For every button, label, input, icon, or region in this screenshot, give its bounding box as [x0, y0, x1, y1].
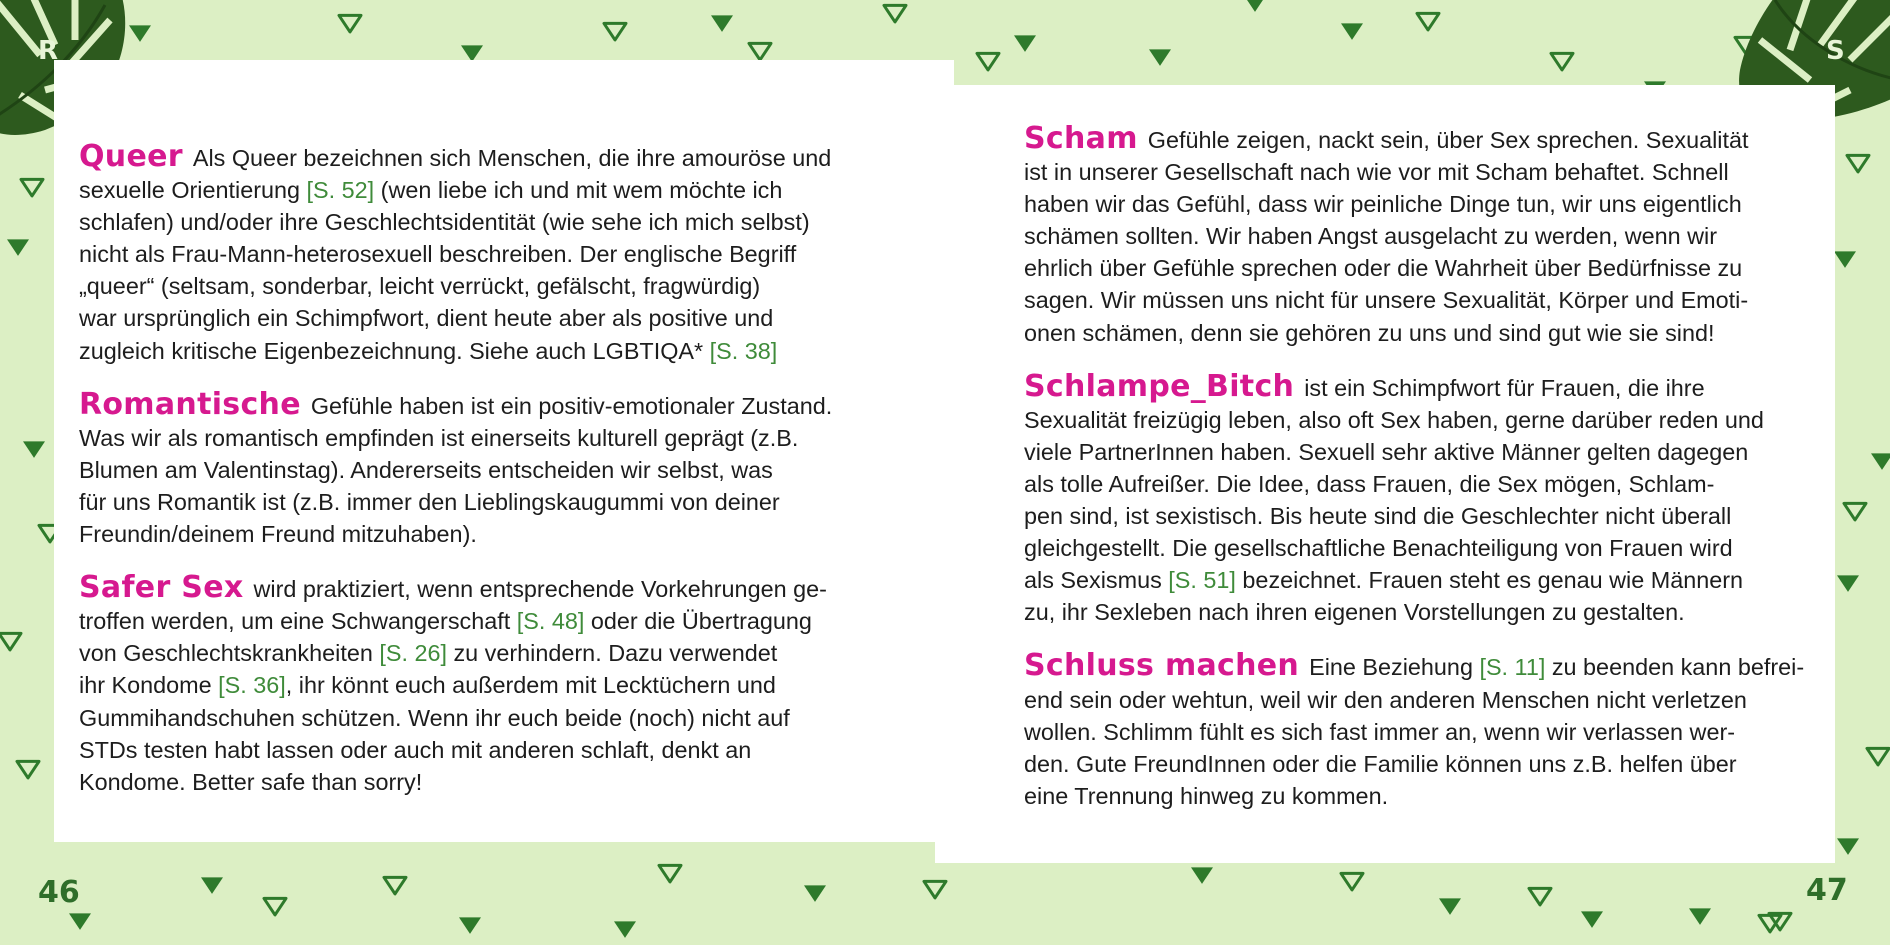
definition-text: wird praktiziert, wenn entsprechende Vorkehrungen ge-	[253, 576, 827, 603]
triangle-decoration	[1341, 23, 1363, 40]
triangle-decoration	[17, 761, 39, 778]
triangle-decoration	[1759, 915, 1781, 932]
triangle-decoration	[1871, 453, 1890, 470]
definition-text: ist ein Schimpfwort für Frauen, die ihre	[1304, 374, 1705, 401]
definition-text: haben wir das Gefühl, dass wir peinliche Dinge tun, wir uns eigentlich	[1024, 191, 1742, 218]
page-reference: [S. 48]	[516, 608, 585, 635]
definition-text: gleichgestellt. Die gesellschaftliche Benachteiligung von Frauen wird	[1024, 535, 1733, 562]
definition-text: bezeichnet. Frauen steht es genau wie Männern	[1235, 567, 1744, 594]
definition-text: war ursprünglich ein Schimpfwort, dient heute aber als positive und	[79, 305, 774, 332]
triangle-decoration	[1417, 13, 1439, 30]
definition-text: pen sind, ist sexistisch. Bis heute sind die Geschlechter nicht überall	[1024, 503, 1732, 530]
page-reference: [S. 52]	[306, 177, 375, 204]
definition-text: von Geschlechtskrankheiten	[79, 640, 380, 667]
triangle-decoration	[1847, 155, 1869, 172]
glossary-entry	[79, 386, 879, 550]
right-page-glossary	[1024, 123, 1824, 834]
entry-text	[79, 386, 879, 550]
entry-text	[1024, 650, 1824, 811]
triangle-decoration	[1844, 503, 1866, 520]
triangle-decoration	[1341, 873, 1363, 890]
page-reference: [S. 26]	[379, 640, 447, 667]
triangle-decoration	[1149, 49, 1171, 66]
triangle-decoration	[711, 15, 733, 32]
triangle-decoration	[1014, 35, 1036, 52]
glossary-entry	[1024, 650, 1824, 811]
glossary-term: Queer	[79, 139, 183, 174]
left-page-glossary	[79, 141, 879, 820]
definition-text: ihr Kondome	[79, 672, 219, 699]
glossary-entry	[1024, 368, 1824, 629]
definition-text: STDs testen habt lassen oder auch mit anderen schlaft, denkt an	[79, 736, 752, 763]
glossary-term: Scham	[1024, 121, 1138, 156]
definition-text: eine Trennung hinweg zu kommen.	[1024, 782, 1389, 809]
glossary-term: Schluss machen	[1024, 648, 1300, 684]
definition-text: Freundin/deinem Freund mitzuhaben).	[79, 521, 477, 548]
definition-text: zu, ihr Sexleben nach ihren eigenen Vorstellungen zu gestalten.	[1024, 599, 1685, 626]
definition-text: Sexualität freizügig leben, also oft Sex haben, gerne darüber reden und	[1024, 406, 1764, 433]
triangle-decoration	[614, 921, 636, 938]
page-reference: [S. 38]	[709, 337, 778, 364]
glossary-term: Safer Sex	[79, 570, 244, 606]
definition-text: als tolle Aufreißer. Die Idee, dass Frauen, die Sex mögen, Schlam-	[1024, 470, 1715, 497]
glossary-entry	[1024, 123, 1824, 349]
triangle-decoration	[129, 25, 151, 42]
glossary-term: Schlampe_Bitch	[1024, 368, 1295, 404]
definition-text: Eine Beziehung	[1309, 654, 1480, 681]
triangle-decoration	[1191, 867, 1213, 884]
triangle-decoration	[201, 877, 223, 894]
triangle-decoration	[1581, 911, 1603, 928]
triangle-decoration	[804, 885, 826, 902]
triangle-decoration	[69, 913, 91, 930]
definition-text: viele PartnerInnen haben. Sexuell sehr aktive Männer gelten dagegen	[1024, 438, 1749, 465]
definition-text: oder die Übertragung	[584, 608, 812, 635]
definition-text: (wen liebe ich und mit wem möchte ich	[374, 177, 783, 204]
triangle-decoration	[977, 53, 999, 70]
triangle-decoration	[924, 881, 946, 898]
triangle-decoration	[459, 917, 481, 934]
triangle-decoration	[1244, 0, 1266, 12]
triangle-decoration	[1837, 838, 1859, 855]
triangle-decoration	[339, 15, 361, 32]
page-reference: [S. 51]	[1168, 567, 1236, 594]
definition-text: sagen. Wir müssen uns nicht für unsere Sexualität, Körper und Emoti-	[1024, 287, 1749, 314]
definition-text: Was wir als romantisch empfinden ist einerseits kulturell geprägt (z.B.	[79, 424, 799, 451]
triangle-decoration	[604, 23, 626, 40]
triangle-decoration	[1551, 53, 1573, 70]
definition-text: Gummihandschuhen schützen. Wenn ihr euch beide (noch) nicht auf	[79, 704, 790, 731]
definition-text: Kondome. Better safe than sorry!	[79, 768, 423, 795]
page-number-right: 47	[1806, 873, 1848, 908]
page-reference: [S. 36]	[218, 672, 286, 699]
definition-text: schämen sollten. Wir haben Angst ausgelacht zu werden, wenn wir	[1024, 223, 1717, 250]
definition-text: „queer“ (seltsam, sonderbar, leicht verrückt, gefälscht, fragwürdig)	[79, 273, 761, 300]
triangle-decoration	[659, 865, 681, 882]
definition-text: nicht als Frau-Mann-heterosexuell beschreiben. Der englische Begriff	[79, 241, 797, 268]
definition-text: zugleich kritische Eigenbezeichnung. Siehe auch LGBTIQA*	[79, 337, 710, 364]
definition-text: end sein oder wehtun, weil wir den anderen Menschen nicht verletzen	[1024, 686, 1747, 713]
triangle-decoration	[384, 877, 406, 894]
glossary-entry	[79, 572, 879, 798]
glossary-term: Romantische	[79, 386, 301, 422]
section-letter-left: R	[38, 36, 59, 66]
definition-text: onen schämen, denn sie gehören zu uns und sind gut wie sie sind!	[1024, 319, 1715, 346]
entry-text	[1024, 368, 1824, 629]
triangle-decoration	[1439, 898, 1461, 915]
page-reference: [S. 11]	[1479, 654, 1546, 681]
triangle-decoration	[884, 5, 906, 22]
page-number-left: 46	[38, 875, 80, 910]
triangle-decoration	[1837, 575, 1859, 592]
triangle-decoration	[1867, 748, 1889, 765]
definition-text: als Sexismus	[1024, 567, 1169, 594]
triangle-decoration	[23, 441, 45, 458]
triangle-decoration	[749, 43, 771, 60]
triangle-decoration	[1834, 251, 1856, 268]
definition-text: Blumen am Valentinstag). Andererseits entscheiden wir selbst, was	[79, 456, 773, 483]
definition-text: zu verhindern. Dazu verwendet	[446, 640, 778, 667]
definition-text: Gefühle haben ist ein positiv-emotionaler Zustand.	[310, 392, 833, 419]
definition-text: für uns Romantik ist (z.B. immer den Lieblingskaugummi von deiner	[79, 488, 780, 515]
definition-text: den. Gute FreundInnen oder die Familie können uns z.B. helfen über	[1024, 750, 1737, 777]
triangle-decoration	[264, 898, 286, 915]
entry-text	[79, 572, 879, 798]
definition-text: , ihr könnt euch außerdem mit Lecktüchern und	[285, 672, 776, 699]
triangle-decoration	[21, 179, 43, 196]
section-letter-right: S	[1826, 36, 1845, 66]
definition-text: wollen. Schlimm fühlt es sich fast immer an, wenn wir verlassen wer-	[1024, 718, 1736, 745]
glossary-entry	[79, 141, 879, 367]
entry-text	[1024, 123, 1824, 349]
triangle-decoration	[1529, 888, 1551, 905]
triangle-decoration	[0, 633, 21, 650]
definition-text: Als Queer bezeichnen sich Menschen, die ihre amouröse und	[192, 145, 832, 171]
definition-text: schlafen) und/oder ihre Geschlechtsidentität (wie sehe ich mich selbst)	[79, 209, 810, 236]
entry-text	[79, 141, 879, 367]
triangle-decoration	[1689, 908, 1711, 925]
definition-text: ehrlich über Gefühle sprechen oder die Wahrheit über Bedürfnisse zu	[1024, 255, 1743, 282]
definition-text: troffen werden, um eine Schwangerschaft	[79, 608, 517, 635]
definition-text: zu beenden kann befrei-	[1545, 654, 1805, 681]
triangle-decoration	[7, 239, 29, 256]
definition-text: sexuelle Orientierung	[79, 177, 307, 204]
definition-text: Gefühle zeigen, nackt sein, über Sex sprechen. Sexualität	[1147, 127, 1749, 153]
definition-text: ist in unserer Gesellschaft nach wie vor mit Scham behaftet. Schnell	[1024, 159, 1729, 186]
